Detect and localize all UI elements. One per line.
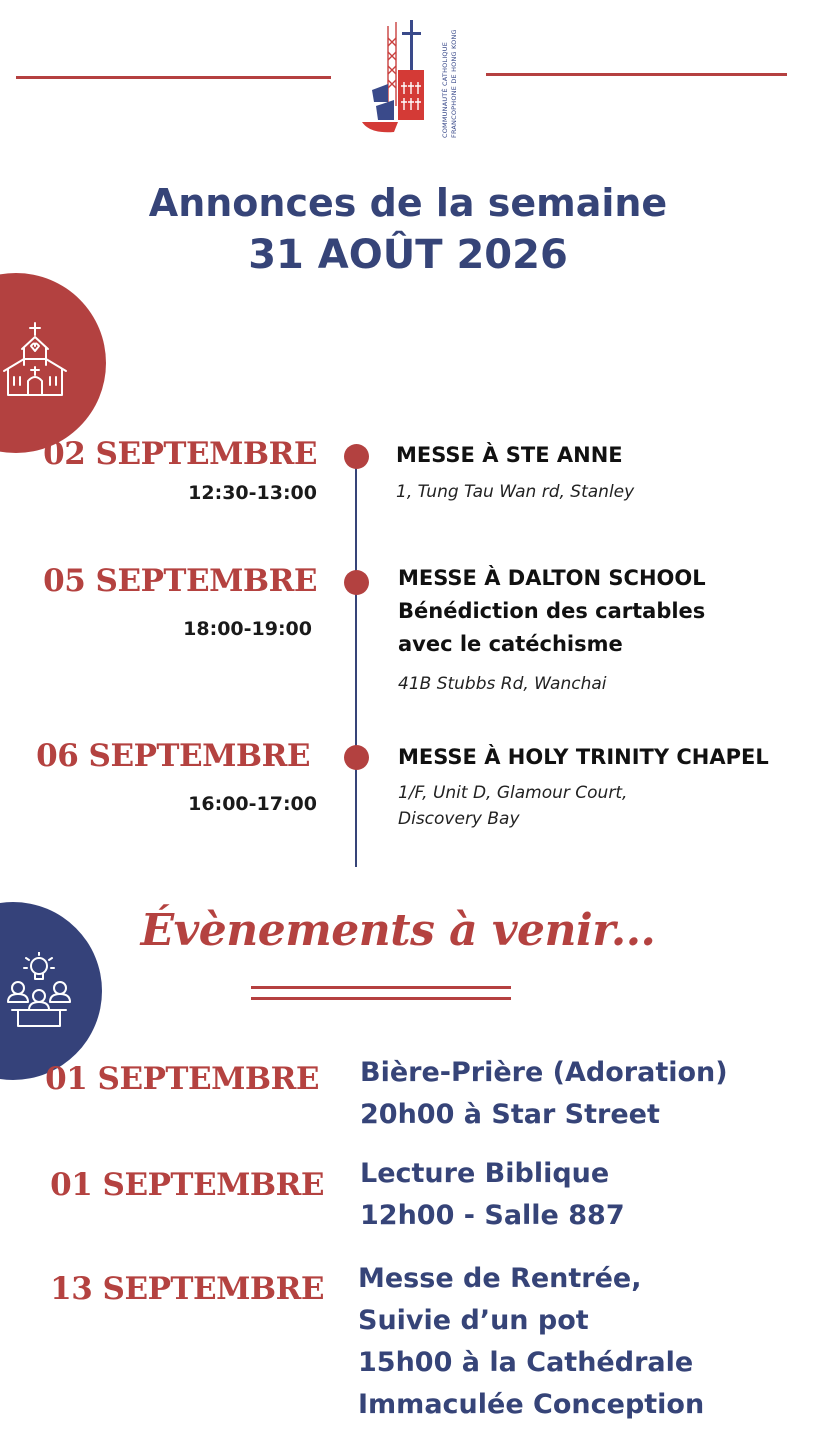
upcoming-line: 15h00 à la Cathédrale	[358, 1347, 694, 1378]
upcoming-title: Évènements à venir...	[140, 905, 656, 956]
mass-title	[396, 439, 623, 472]
mass-title-line: MESSE À HOLY TRINITY CHAPEL	[398, 745, 769, 769]
upcoming-underline	[251, 986, 511, 989]
timeline-dot	[344, 444, 369, 469]
mass-address	[396, 479, 634, 505]
mass-date: 02 SEPTEMBRE	[43, 436, 317, 472]
upcoming-details	[358, 1258, 704, 1426]
upcoming-line: Suivie d’un pot	[358, 1305, 589, 1336]
mass-address-line: 1/F, Unit D, Glamour Court,	[398, 783, 628, 803]
timeline-dot	[344, 570, 369, 595]
upcoming-line: 12h00 - Salle 887	[360, 1200, 625, 1231]
header-line-left	[16, 76, 331, 79]
upcoming-line: Immaculée Conception	[358, 1389, 705, 1420]
mass-address	[398, 780, 627, 832]
mass-time: 18:00-19:00	[183, 618, 312, 640]
mass-time: 12:30-13:00	[188, 482, 317, 504]
mass-address-line: Discovery Bay	[398, 809, 520, 829]
upcoming-date: 01 SEPTEMBRE	[45, 1061, 319, 1097]
logo-caption	[441, 20, 461, 138]
upcoming-date: 01 SEPTEMBRE	[50, 1167, 324, 1203]
mass-title-line: MESSE À DALTON SCHOOL	[398, 566, 706, 590]
mass-address-line: 1, Tung Tau Wan rd, Stanley	[396, 482, 635, 502]
mass-title	[398, 741, 769, 774]
page-title: Annonces de la semaine	[148, 181, 668, 225]
page-date: 31 AOÛT 2026	[248, 232, 568, 278]
mass-time: 16:00-17:00	[188, 793, 317, 815]
church-badge	[0, 273, 106, 453]
logo-caption-line-1: COMMUNAUTÉ CATHOLIQUE	[441, 41, 449, 138]
mass-date: 05 SEPTEMBRE	[43, 563, 317, 599]
mass-title-line: MESSE À STE ANNE	[396, 443, 623, 467]
mass-title	[398, 562, 706, 661]
upcoming-line: 20h00 à Star Street	[360, 1099, 660, 1130]
mass-title-line: Bénédiction des cartables	[398, 599, 706, 623]
mass-address	[398, 671, 607, 697]
group-idea-icon	[4, 952, 74, 1032]
upcoming-line: Lecture Biblique	[360, 1158, 610, 1189]
mass-date: 06 SEPTEMBRE	[36, 738, 310, 774]
timeline-line	[355, 455, 357, 867]
mass-address-line: 41B Stubbs Rd, Wanchai	[398, 674, 607, 694]
header-line-right	[486, 73, 787, 76]
upcoming-date: 13 SEPTEMBRE	[50, 1271, 324, 1307]
timeline-dot	[344, 745, 369, 770]
upcoming-details	[360, 1153, 625, 1237]
mass-title-line: avec le catéchisme	[398, 632, 623, 656]
logo-caption-line-2: FRANCOPHONE DE HONG KONG	[450, 29, 458, 138]
upcoming-line: Messe de Rentrée,	[358, 1263, 642, 1294]
upcoming-underline	[251, 997, 511, 1000]
upcoming-line: Bière-Prière (Adoration)	[360, 1057, 728, 1088]
church-icon	[0, 319, 76, 399]
upcoming-details	[360, 1052, 728, 1136]
